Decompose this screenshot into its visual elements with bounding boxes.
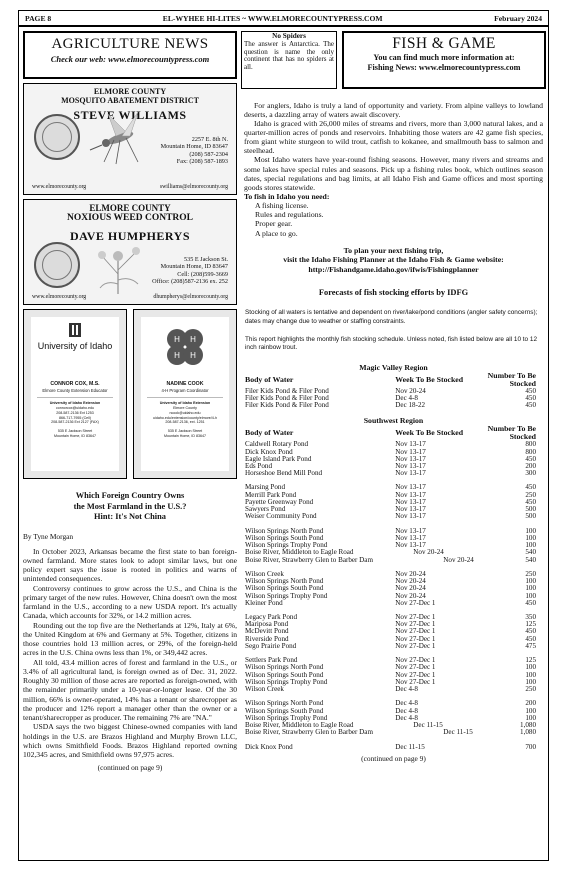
week-stocked: Nov 27-Dec 1 [395,677,436,686]
body-of-water: Riverside Pond [245,634,289,643]
card-detail: 208-587-2136 Ext 1253 [56,410,94,415]
ad-line2: MOSQUITO ABATEMENT DISTRICT [61,96,199,106]
body-of-water: Filer Kids Pond & Filer Pond [245,393,329,402]
number-stocked: 100 [525,663,536,672]
body-of-water: Wilson Springs Trophy Pond [245,591,328,600]
region-heading-magic-valley: Magic Valley Region [359,362,428,372]
body-of-water: Wilson Creek [245,569,284,578]
week-stocked: Nov 20-24 [395,584,426,593]
number-stocked: 500 [525,512,536,521]
number-stocked: 450 [525,598,536,607]
week-stocked: Dec 11-15 [395,742,425,751]
number-stocked: 1,080 [520,728,536,737]
body-of-water: Boise River, Strawberry Glen to Barber Dam [245,555,373,564]
body-of-water: Merrill Park Pond [245,490,297,499]
forecast-continued: (continued on page 9) [361,753,426,763]
week-stocked: Nov 20-24 [395,591,426,600]
card-org: University of Idaho Extension [49,401,101,405]
number-stocked: 800 [525,447,536,456]
body-of-water: Dick Knox Pond [245,742,293,751]
card-detail: ncook@uidaho.edu [169,410,201,415]
body-of-water: Filer Kids Pond & Filer Pond [245,401,329,410]
ad-line2: NOXIOUS WEED CONTROL [67,213,193,224]
ad-contact-name: STEVE WILLIAMS [73,108,187,123]
body-of-water: Wilson Springs Trophy Pond [245,713,328,722]
week-stocked: Nov 27-Dec 1 [395,634,436,643]
forecast-title: Forecasts of fish stocking efforts by IDFG [318,288,469,298]
week-stocked: Nov 27-Dec 1 [395,663,436,672]
body-of-water: Kleiner Pond [245,598,283,607]
page-number: PAGE 8 [25,13,52,23]
number-stocked: 100 [525,526,536,535]
article-byline: By Tyne Morgan [23,531,74,541]
col-header: Body of Water [245,428,294,438]
week-stocked: Dec 18-22 [395,401,426,410]
forecast-note: Stocking of all waters is tentative and dependent on river/lake/pond conditions (angler safety concerns); dates may change due to weather or staffing constraints. [245,309,538,325]
body-of-water: Wilson Springs North Pond [245,663,324,672]
week-stocked: Nov 27-Dec 1 [395,598,436,607]
week-stocked: Dec 4-8 [395,713,418,722]
needs-item: Proper gear. [255,219,293,229]
table-row [245,744,550,751]
ad-line1: ELMORE COUNTY [89,203,171,213]
ad-address: 2257 E. 8th N. Mountain Home, ID 83647 (208) 587-2304 Fax: (208) 587-1893 [160,136,228,166]
card-detail: connorcox@uidaho.edu [55,405,94,410]
fishing-planner: To plan your next fishing trip, visit the Idaho Fishing Planner at the Idaho Fish & Game website: http://Fishandgame.idaho.gov/ifwis/Fishingplanner [241,246,546,275]
ad-email: swilliams@elmorecounty.org [159,184,228,190]
number-stocked: 100 [525,677,536,686]
extension-cards [23,309,237,479]
body-of-water: Eagle Island Park Pond [245,454,312,463]
week-stocked: Dec 4-8 [395,685,418,694]
number-stocked: 100 [525,533,536,542]
ad-address: 535 E Jackson St. Mountain Home, ID 83647 Cell: (208)599-3669 Office: (208)587-2136 ex. 252 [152,256,228,286]
week-stocked: Nov 27-Dec 1 [395,670,436,679]
four-h-clover-icon [141,317,229,379]
number-stocked: 250 [525,569,536,578]
week-stocked: Nov 13-17 [395,505,426,514]
card-detail: uidaho.edu/extension/county/elmore/4-h [153,415,217,420]
fishing-intro [241,101,546,238]
article-paragraph: Controversy continues to grow across the U.S., and China is the primary target of the new rules. However, China doesn't own the most farmland in the U.S., according to a new USDA report. It's actually Canada, which accounts for 32%, or 14.2 million acres. [23,583,237,621]
needs-item: A place to go. [255,228,298,238]
week-stocked: Nov 27-Dec 1 [395,656,436,665]
trivia-answer: The answer is Antarctica. The question is name the only continent that has no spiders at all. [244,39,334,71]
svg-text:H: H [190,335,196,344]
number-stocked: 250 [525,685,536,694]
card-4h [133,309,237,479]
article-paragraph: In October 2023, Arkansas became the first state to ban foreign-owned farmland. More states look to adopt similar laws, but one policy expert says the issue is rooted in politics and warns of unintended consequences. [23,546,237,584]
article-continued: (continued on page 9) [97,763,163,773]
week-stocked: Nov 13-17 [395,483,426,492]
body-of-water: Wilson Springs South Pond [245,533,324,542]
noxious-weed-ad [23,199,237,305]
week-stocked: Nov 27-Dec 1 [395,627,436,636]
left-column [23,31,237,772]
number-stocked: 450 [525,401,536,410]
number-stocked: 350 [525,613,536,621]
body-of-water: Sego Prairie Pond [245,641,297,650]
number-stocked: 100 [525,591,536,600]
week-stocked: Dec 11-15 [443,728,473,737]
ad-line1: ELMORE COUNTY [93,87,167,96]
card-detail: Mountain Home, ID 83647 [164,434,206,439]
issue-date: February 2024 [494,13,542,23]
card-name: NADINE COOK [166,381,204,387]
col-header: Number To Be Stocked [487,424,536,442]
week-stocked: Nov 20-24 [395,577,426,586]
table-row [245,686,550,693]
col-header: Week To Be Stocked [395,428,464,438]
week-stocked: Nov 27-Dec 1 [395,641,436,650]
page-header [19,11,548,27]
uidaho-logo-icon: University of Idaho [31,317,119,379]
stocking-table-southwest [245,425,550,750]
ad-contact-name: DAVE HUMPHERYS [69,229,191,244]
number-stocked: 100 [525,670,536,679]
table-row [245,643,550,650]
body-of-water: Wilson Creek [245,685,284,694]
body-of-water: McDevitt Pond [245,627,289,636]
week-stocked: Nov 13-17 [395,490,426,499]
week-stocked: Nov 20-24 [413,548,444,557]
body-of-water: Boise River, Middleton to Eagle Road [245,721,354,730]
body-of-water: Wilson Springs North Pond [245,577,324,586]
week-stocked: Nov 13-17 [395,440,426,449]
week-stocked: Dec 4-8 [395,393,418,402]
weed-plant-icon [90,244,146,294]
number-stocked: 475 [525,641,536,650]
table-row [245,470,550,477]
card-role: 4-H Program Coordinator [161,388,209,393]
section-title: FISH & GAME [392,35,496,52]
forecast-note: This report highlights the monthly fish stocking schedule. Unless noted, fish listed below are all 10 to 12 inch rainbow trout. [245,335,537,352]
card-detail: Elmore County [173,405,197,410]
week-stocked: Nov 27-Dec 1 [395,620,436,629]
svg-text:H: H [190,351,196,360]
needs-title: To fish in Idaho you need: [244,191,330,201]
body-of-water: Horseshoe Bend Mill Pond [245,469,323,478]
number-stocked: 450 [525,393,536,402]
number-stocked: 450 [525,627,536,636]
section-subtitle: You can find much more information at: [373,53,515,62]
number-stocked: 200 [525,699,536,708]
card-uidaho [23,309,127,479]
number-stocked: 540 [525,548,536,557]
week-stocked: Nov 20-24 [395,569,426,578]
week-stocked: Nov 13-17 [395,533,426,542]
card-detail: Mountain Home, ID 83647 [54,434,96,439]
week-stocked: Nov 13-17 [395,454,426,463]
col-header: Number To Be Stocked [487,370,536,388]
intro-paragraph: For anglers, Idaho is truly a land of opportunity and variety. From alpine valleys to lowland deserts, a dazzling array of waters await discovery. [244,101,543,120]
planner-link[interactable]: http://Fishandgame.idaho.gov/ifwis/Fishingplanner [308,264,479,274]
number-stocked: 100 [525,584,536,593]
number-stocked: 125 [525,656,536,665]
forecast-notes [241,309,546,353]
svg-text:H: H [174,335,180,344]
article-body [23,547,237,760]
body-of-water: Payette Greenway Pond [245,497,314,506]
table-row [245,729,550,736]
card-role: Elmore County Extension Educator [42,388,108,393]
body-of-water: Marsing Pond [245,483,286,492]
table-row [245,557,550,564]
week-stocked: Nov 13-17 [395,447,426,456]
article-paragraph: All told, 43.4 million acres of forest and farmland in the U.S., or 3.4% of all agricultural land, is foreign owned as of Dec. 31, 2022. Roughly 30 million of those acres are reported as foreign-owned, with the remainder primarily under a 10-year-or-longer lease. Of the 30 million, 66% is owner-operated, 14% has a tenant or sharecropper as the producer and 12% report a manager other than the owner or a tenant/sharecropper as producer. The remaining 7% are "NA." [23,657,237,722]
number-stocked: 800 [525,440,536,449]
intro-paragraph: Most Idaho waters have year-round fishing seasons. However, many rivers and streams and some lakes have special rules and seasons. Pick up a fishing rules book, which outlines season dates, special regulations and bag limits, at all Idaho Fish and Game offices and most sporting goods stores statewide. [244,155,543,192]
section-web: Check our web: www.elmorecountypress.com [50,54,210,64]
article-paragraph: USDA says the two biggest Chinese-owned companies with land holdings in the U.S. are Brazos Highland and Murphy Brown LLC, which owns Smithfield Foods. Brazos Highland reported owning 102,345 acres, and Smithfield owns 97,975 acres. [23,722,237,759]
number-stocked: 100 [525,713,536,722]
agriculture-news-banner [23,31,237,79]
body-of-water: Boise River, Strawberry Glen to Barber Dam [245,728,373,737]
body-of-water: Wilson Springs South Pond [245,670,324,679]
right-column [241,31,546,763]
week-stocked: Nov 20-24 [395,386,426,395]
svg-text:H: H [174,351,180,360]
mosquito-abatement-ad [23,83,237,195]
section-title: AGRICULTURE NEWS [51,36,209,52]
body-of-water: Weiser Community Pond [245,512,317,521]
week-stocked: Nov 13-17 [395,497,426,506]
table-row [245,402,550,409]
body-of-water: Wilson Springs South Pond [245,706,324,715]
card-detail: 208-587-2136 Ext 2127 (FAX) [51,420,99,425]
article-headline: Which Foreign Country Owns the Most Farmland in the U.S.? Hint: It's Not China [73,491,187,521]
county-seal-icon [34,242,80,288]
number-stocked: 500 [525,505,536,514]
number-stocked: 450 [525,386,536,395]
number-stocked: 700 [525,742,536,751]
body-of-water: Settlers Park Pond [245,656,298,665]
needs-list [244,201,543,238]
number-stocked: 125 [525,620,536,629]
body-of-water: Eds Pond [245,462,272,471]
ad-website: www.elmorecounty.org [32,294,87,300]
number-stocked: 100 [525,706,536,715]
newspaper-page [18,10,549,861]
intro-paragraph: Idaho is graced with 26,000 miles of streams and rivers, more than 3,000 natural lakes, and a quarter-million acres of ponds and reservoirs. Inhabiting those waters are 42 game fish species, from giant white sturgeon to wild trout, catfish to kokanee, and smallmouth bass to salmon and steelhead. [244,119,543,156]
number-stocked: 450 [525,483,536,492]
col-header: Body of Water [245,374,294,384]
table-row [245,600,550,607]
table-row [245,513,550,520]
trivia-title: No Spiders [272,32,306,40]
week-stocked: Nov 13-17 [395,526,426,535]
body-of-water: Wilson Springs North Pond [245,526,324,535]
col-header: Week To Be Stocked [395,374,464,384]
body-of-water: Wilson Springs North Pond [245,699,324,708]
card-detail: 208-587-2136, ext. 1251 [165,420,205,425]
number-stocked: 450 [525,454,536,463]
body-of-water: Boise River, Middleton to Eagle Road [245,548,354,557]
stocking-table-magic-valley [245,372,550,410]
region-heading-southwest: Southwest Region [363,416,424,426]
body-of-water: Wilson Springs South Pond [245,584,324,593]
week-stocked: Dec 11-15 [413,721,443,730]
number-stocked: 1,080 [520,721,536,730]
mosquito-icon [86,108,150,168]
week-stocked: Nov 13-17 [395,469,426,478]
week-stocked: Nov 13-17 [395,462,426,471]
number-stocked: 100 [525,541,536,550]
body-of-water: Wilson Springs Trophy Pond [245,677,328,686]
week-stocked: Dec 4-8 [395,699,418,708]
paper-title: EL-WYHEE HI-LITES ~ WWW.ELMORECOUNTYPRESS.COM [162,13,383,23]
body-of-water: Filer Kids Pond & Filer Pond [245,386,329,395]
week-stocked: Nov 27-Dec 1 [395,613,436,621]
card-org: University of Idaho Extension [159,401,211,405]
body-of-water: Dick Knox Pond [245,447,293,456]
week-stocked: Nov 13-17 [395,512,426,521]
ad-website: www.elmorecounty.org [32,184,87,190]
body-of-water: Sawyers Pond [245,505,286,514]
ad-email: dhumpherys@elmorecounty.org [153,294,228,300]
number-stocked: 200 [525,462,536,471]
number-stocked: 450 [525,497,536,506]
no-spiders-box [241,31,337,89]
article-paragraph: Rounding out the top five are the Netherlands at 12%, Italy at 6%, the United Kingdom at 6% and Germany at 5%. Together, citizens in those countries hold 13 million acres, or 29%, of the foreign-held acres in the U.S. China owns less than 1%, or 349,442 acres. [23,620,237,658]
number-stocked: 540 [525,555,536,564]
section-web: Fishing News: www.elmorecountypress.com [367,62,521,72]
week-stocked: Nov 13-17 [395,541,426,550]
needs-item: A fishing license. [255,200,309,210]
card-detail: 866-717-7955 (Cell) [59,415,91,420]
body-of-water: Caldwell Rotary Pond [245,440,309,449]
body-of-water: Mariposa Pond [245,620,289,629]
number-stocked: 250 [525,490,536,499]
body-of-water: Legacy Park Pond [245,613,298,621]
county-seal-icon [34,114,80,160]
week-stocked: Nov 20-24 [443,555,474,564]
body-of-water: Wilson Springs Trophy Pond [245,541,328,550]
needs-item: Rules and regulations. [255,210,324,220]
number-stocked: 100 [525,577,536,586]
week-stocked: Dec 4-8 [395,706,418,715]
number-stocked: 450 [525,634,536,643]
card-detail: 535 E Jackson Street [167,429,203,434]
number-stocked: 300 [525,469,536,478]
card-detail: 535 E Jackson Street [57,429,93,434]
card-name: CONNOR COX, M.S. [50,381,100,387]
fish-game-banner [342,31,546,89]
